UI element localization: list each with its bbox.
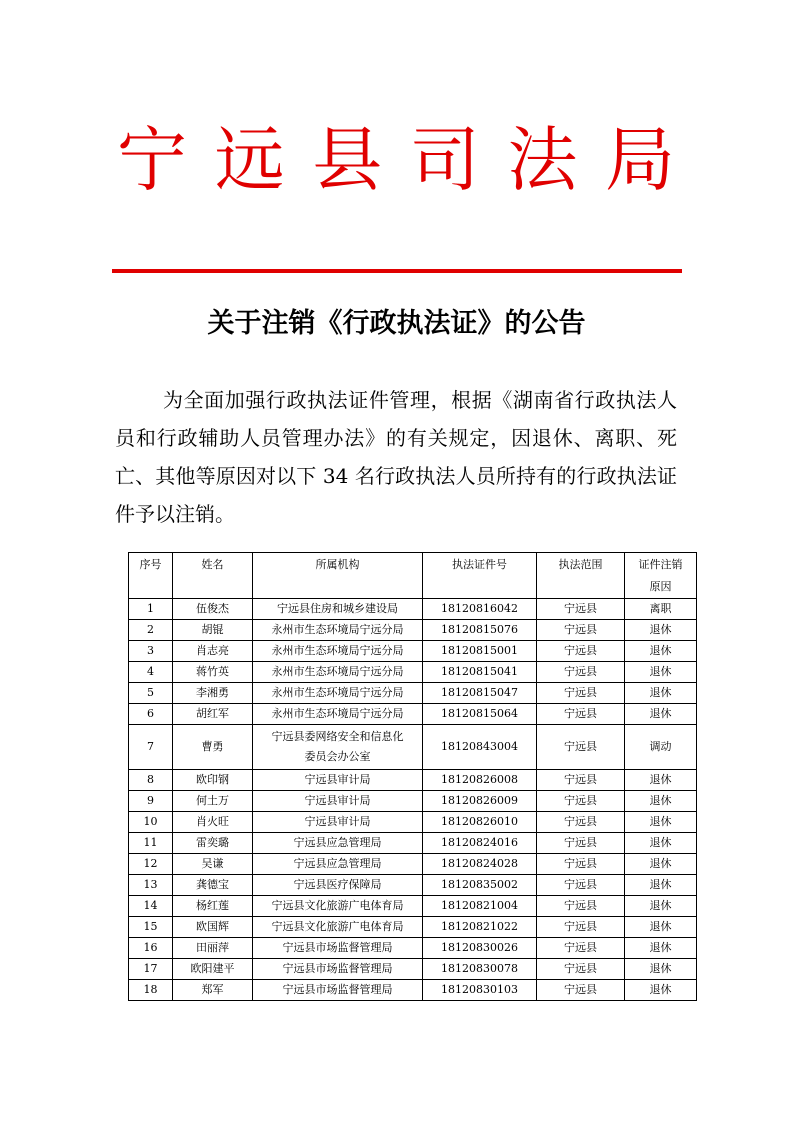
cell-scope: 宁远县	[537, 599, 625, 620]
header-reason	[625, 553, 697, 599]
cell-name: 肖火旺	[173, 812, 253, 833]
table-header-row	[129, 553, 697, 599]
cell-reason: 退休	[625, 620, 697, 641]
cell-cert: 18120826009	[423, 791, 537, 812]
table-row	[129, 959, 697, 980]
cell-reason: 退休	[625, 770, 697, 791]
cell-reason: 离职	[625, 599, 697, 620]
cell-seq: 10	[129, 812, 173, 833]
cell-cert: 18120843004	[423, 725, 537, 770]
masthead	[112, 112, 680, 208]
table-row	[129, 812, 697, 833]
header-name: 姓名	[173, 553, 253, 599]
cell-name: 欧阳建平	[173, 959, 253, 980]
cell-cert: 18120824028	[423, 854, 537, 875]
cell-cert: 18120826010	[423, 812, 537, 833]
cell-scope: 宁远县	[537, 812, 625, 833]
cell-name: 胡锟	[173, 620, 253, 641]
cell-name: 龚德宝	[173, 875, 253, 896]
cell-cert: 18120830026	[423, 938, 537, 959]
cell-cert: 18120824016	[423, 833, 537, 854]
cell-cert: 18120821004	[423, 896, 537, 917]
cell-scope: 宁远县	[537, 641, 625, 662]
cell-name: 田丽萍	[173, 938, 253, 959]
cell-name: 雷奕璐	[173, 833, 253, 854]
cell-seq: 2	[129, 620, 173, 641]
cell-name: 何土万	[173, 791, 253, 812]
cell-cert: 18120815001	[423, 641, 537, 662]
cell-cert: 18120830078	[423, 959, 537, 980]
cell-cert: 18120815041	[423, 662, 537, 683]
cell-name: 杨红莲	[173, 896, 253, 917]
cell-org: 宁远县市场监督管理局	[253, 980, 423, 1001]
cell-reason: 退休	[625, 662, 697, 683]
cell-seq: 16	[129, 938, 173, 959]
cell-org: 永州市生态环境局宁远分局	[253, 641, 423, 662]
cell-reason: 退休	[625, 875, 697, 896]
cell-seq: 7	[129, 725, 173, 770]
cell-scope: 宁远县	[537, 704, 625, 725]
cell-scope: 宁远县	[537, 917, 625, 938]
cell-reason: 调动	[625, 725, 697, 770]
cell-seq: 15	[129, 917, 173, 938]
cell-reason: 退休	[625, 683, 697, 704]
cell-reason: 退休	[625, 854, 697, 875]
cell-org: 宁远县应急管理局	[253, 854, 423, 875]
cell-scope: 宁远县	[537, 854, 625, 875]
table-row	[129, 896, 697, 917]
cell-org: 永州市生态环境局宁远分局	[253, 704, 423, 725]
masthead-char: 县	[312, 119, 383, 201]
cell-scope: 宁远县	[537, 875, 625, 896]
table-row	[129, 641, 697, 662]
cell-name: 欧国辉	[173, 917, 253, 938]
header-scope: 执法范围	[537, 553, 625, 599]
cell-seq: 17	[129, 959, 173, 980]
cell-name: 李湘勇	[173, 683, 253, 704]
cell-name: 郑军	[173, 980, 253, 1001]
cell-name: 胡红军	[173, 704, 253, 725]
cell-reason: 退休	[625, 980, 697, 1001]
table-row	[129, 770, 697, 791]
cell-reason: 退休	[625, 833, 697, 854]
cell-seq: 9	[129, 791, 173, 812]
cell-cert: 18120830103	[423, 980, 537, 1001]
table-row	[129, 704, 697, 725]
cell-org: 宁远县审计局	[253, 812, 423, 833]
cell-org: 永州市生态环境局宁远分局	[253, 662, 423, 683]
cell-name: 曹勇	[173, 725, 253, 770]
cell-seq: 11	[129, 833, 173, 854]
cell-reason: 退休	[625, 791, 697, 812]
cell-seq: 4	[129, 662, 173, 683]
cell-org: 宁远县文化旅游广电体育局	[253, 896, 423, 917]
header-seq: 序号	[129, 553, 173, 599]
cell-seq: 1	[129, 599, 173, 620]
cell-org: 宁远县市场监督管理局	[253, 938, 423, 959]
cell-name: 肖志亮	[173, 641, 253, 662]
cell-seq: 3	[129, 641, 173, 662]
cell-seq: 12	[129, 854, 173, 875]
cell-org: 宁远县市场监督管理局	[253, 959, 423, 980]
cell-org: 宁远县住房和城乡建设局	[253, 599, 423, 620]
cell-org-line2: 委员会办公室	[304, 750, 371, 763]
cell-seq: 18	[129, 980, 173, 1001]
document-title: 关于注销《行政执法证》的公告	[207, 308, 586, 339]
table-row	[129, 683, 697, 704]
table-row	[129, 917, 697, 938]
cell-cert: 18120835002	[423, 875, 537, 896]
cell-org: 永州市生态环境局宁远分局	[253, 620, 423, 641]
table-row	[129, 980, 697, 1001]
cell-org: 永州市生态环境局宁远分局	[253, 683, 423, 704]
table-row	[129, 662, 697, 683]
cell-cert: 18120815047	[423, 683, 537, 704]
cell-reason: 退休	[625, 938, 697, 959]
cell-name: 吴谦	[173, 854, 253, 875]
table-row	[129, 620, 697, 641]
masthead-char: 法	[507, 119, 578, 201]
cell-scope: 宁远县	[537, 683, 625, 704]
cell-reason: 退休	[625, 704, 697, 725]
cell-reason: 退休	[625, 641, 697, 662]
masthead-char: 司	[409, 119, 480, 201]
cell-scope: 宁远县	[537, 896, 625, 917]
cell-reason: 退休	[625, 896, 697, 917]
table-row	[129, 938, 697, 959]
cell-scope: 宁远县	[537, 662, 625, 683]
cell-org-line1: 宁远县委网络安全和信息化	[271, 730, 404, 743]
cell-seq: 14	[129, 896, 173, 917]
cell-seq: 5	[129, 683, 173, 704]
masthead-char: 局	[604, 119, 675, 201]
cell-org: 宁远县审计局	[253, 770, 423, 791]
cancellation-table	[128, 552, 697, 1001]
cell-name: 欧印钢	[173, 770, 253, 791]
cell-cert: 18120815076	[423, 620, 537, 641]
cell-cert: 18120816042	[423, 599, 537, 620]
cell-scope: 宁远县	[537, 620, 625, 641]
header-reason-line1: 证件注销	[638, 558, 683, 571]
cell-cert: 18120821022	[423, 917, 537, 938]
notice-paragraph: 为全面加强行政执法证件管理，根据《湖南省行政执法人员和行政辅助人员管理办法》的有关规定，因退休、离职、死亡、其他等原因对以下 34 名行政执法人员所持有的行政执法证件予以注销。	[115, 388, 677, 526]
cell-org	[253, 725, 423, 770]
cell-seq: 13	[129, 875, 173, 896]
cell-cert: 18120815064	[423, 704, 537, 725]
cell-scope: 宁远县	[537, 959, 625, 980]
cell-scope: 宁远县	[537, 938, 625, 959]
table-row	[129, 854, 697, 875]
cell-name: 蒋竹英	[173, 662, 253, 683]
table-row	[129, 725, 697, 770]
cell-org: 宁远县文化旅游广电体育局	[253, 917, 423, 938]
cell-reason: 退休	[625, 917, 697, 938]
cell-seq: 8	[129, 770, 173, 791]
cell-org: 宁远县审计局	[253, 791, 423, 812]
cell-org: 宁远县医疗保障局	[253, 875, 423, 896]
masthead-char: 远	[214, 119, 285, 201]
masthead-char: 宁	[117, 119, 187, 201]
red-divider	[112, 269, 682, 273]
cell-cert: 18120826008	[423, 770, 537, 791]
header-cert: 执法证件号	[423, 553, 537, 599]
table-row	[129, 833, 697, 854]
cell-scope: 宁远县	[537, 791, 625, 812]
table-row	[129, 875, 697, 896]
cell-scope: 宁远县	[537, 725, 625, 770]
header-org: 所属机构	[253, 553, 423, 599]
cell-scope: 宁远县	[537, 980, 625, 1001]
cell-scope: 宁远县	[537, 770, 625, 791]
cell-reason: 退休	[625, 812, 697, 833]
cell-name: 伍俊杰	[173, 599, 253, 620]
cell-scope: 宁远县	[537, 833, 625, 854]
table-row	[129, 599, 697, 620]
cell-reason: 退休	[625, 959, 697, 980]
table-row	[129, 791, 697, 812]
cell-seq: 6	[129, 704, 173, 725]
cell-org: 宁远县应急管理局	[253, 833, 423, 854]
header-reason-line2: 原因	[649, 580, 672, 593]
